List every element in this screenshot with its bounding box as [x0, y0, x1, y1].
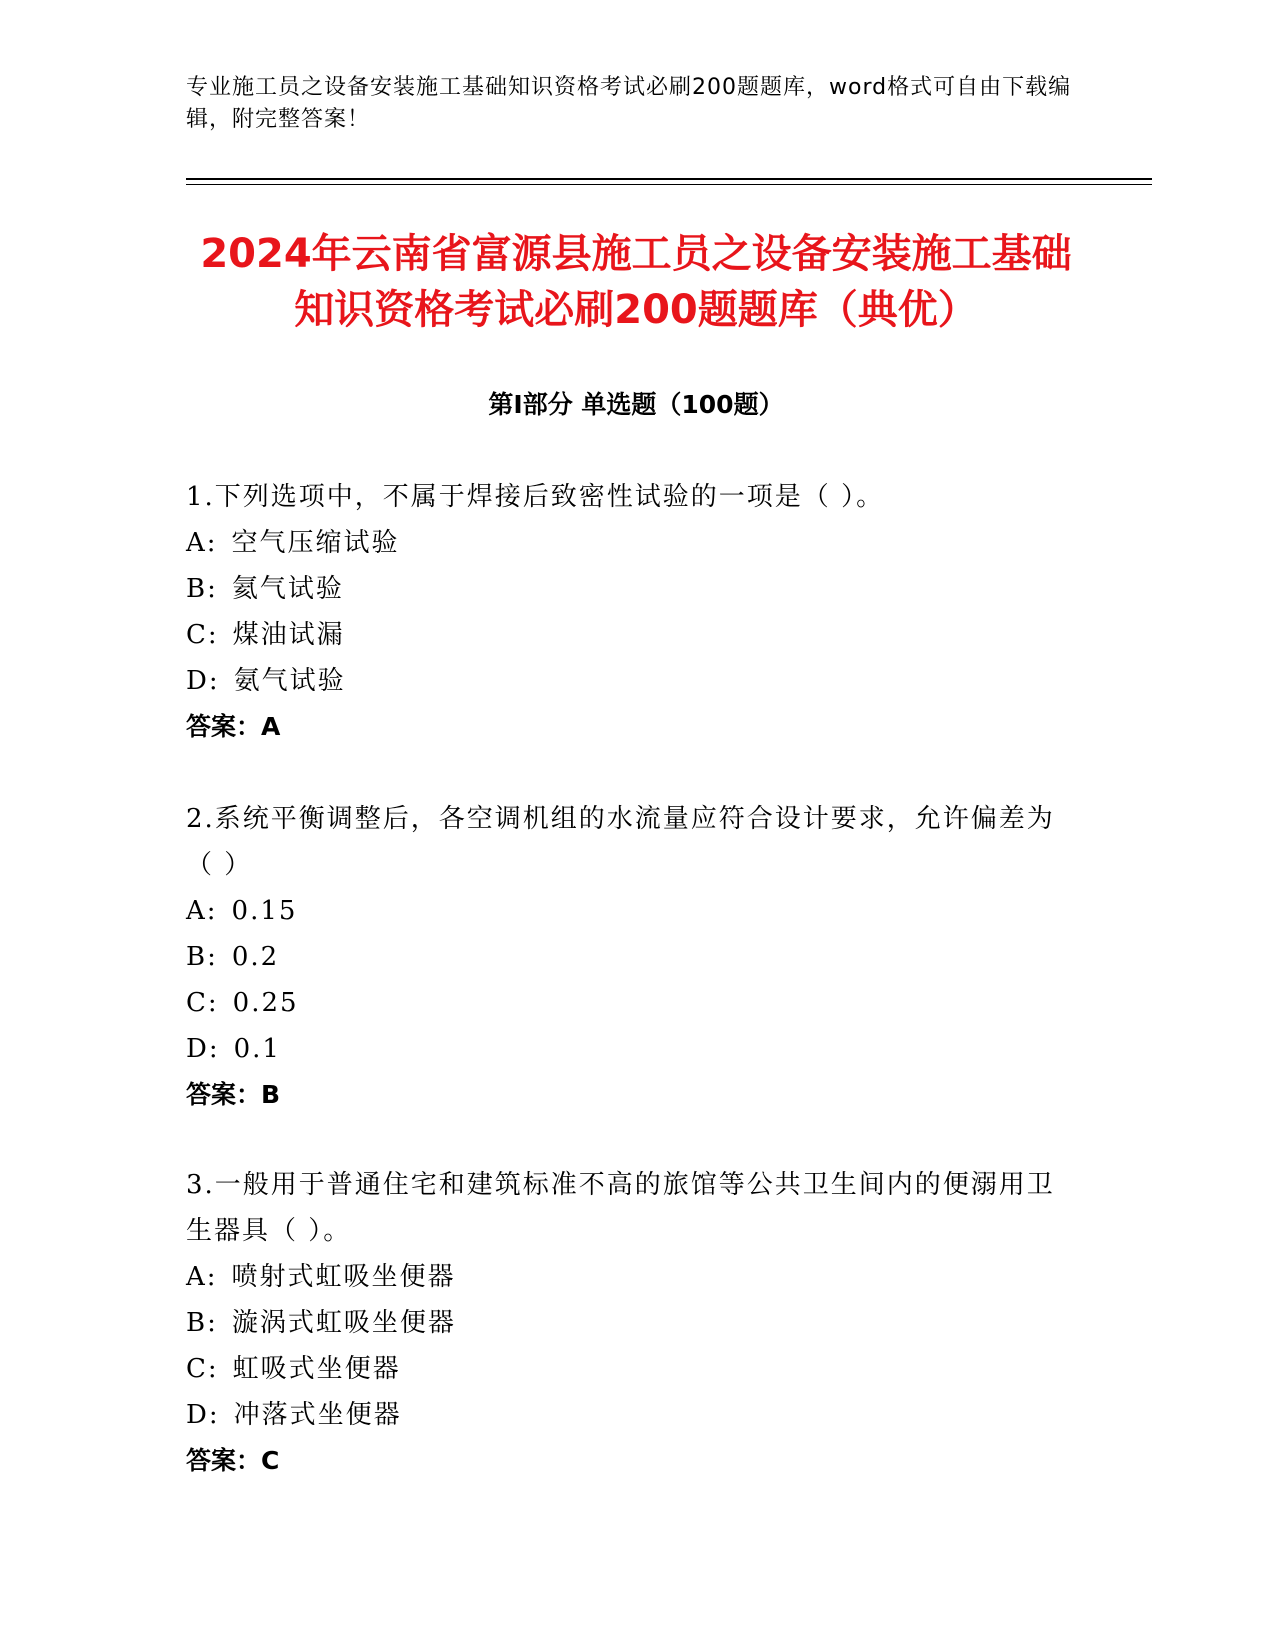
- option-b: [186, 566, 1066, 612]
- option-text: 0.2: [231, 942, 280, 972]
- option-b: [186, 1300, 1066, 1346]
- option-letter: B:: [186, 574, 218, 604]
- question-stem: 3.一般用于普通住宅和建筑标准不高的旅馆等公共卫生间内的便溺用卫生器具（ ）。: [186, 1170, 1055, 1246]
- option-a: [186, 520, 1066, 566]
- option-d: [186, 658, 1066, 704]
- question-2: [186, 796, 1066, 1118]
- answer-line: 答案：C: [186, 1446, 280, 1475]
- option-letter: D:: [186, 1400, 220, 1430]
- option-text: 漩涡式虹吸坐便器: [231, 1308, 456, 1338]
- answer-line: 答案：B: [186, 1080, 281, 1109]
- option-text: 喷射式虹吸坐便器: [231, 1262, 456, 1292]
- question-1: [186, 474, 1066, 750]
- option-text: 氦气试验: [231, 574, 344, 604]
- option-letter: D:: [186, 666, 220, 696]
- option-letter: B:: [186, 942, 218, 972]
- option-text: 0.1: [233, 1034, 281, 1064]
- option-text: 氨气试验: [233, 666, 346, 696]
- option-text: 空气压缩试验: [231, 528, 400, 558]
- option-b: [186, 934, 1066, 980]
- option-letter: D:: [186, 1034, 220, 1064]
- option-c: [186, 980, 1066, 1026]
- option-letter: C:: [186, 988, 219, 1018]
- option-a: [186, 1254, 1066, 1300]
- option-letter: A:: [186, 896, 218, 926]
- section-heading: 第Ⅰ部分 单选题（100题）: [488, 390, 784, 419]
- option-letter: A:: [186, 528, 218, 558]
- header-divider-thin: [186, 184, 1152, 185]
- answer-line: 答案：A: [186, 712, 281, 741]
- option-text: 0.25: [232, 988, 299, 1018]
- question-stem: 1.下列选项中，不属于焊接后致密性试验的一项是（ ）。: [186, 482, 885, 512]
- option-letter: C:: [186, 1354, 219, 1384]
- option-letter: A:: [186, 1262, 218, 1292]
- option-text: 煤油试漏: [232, 620, 345, 650]
- option-a: [186, 888, 1066, 934]
- header-note: 专业施工员之设备安装施工基础知识资格考试必刷200题题库，word格式可自由下载编辑，附完整答案！: [186, 75, 1072, 132]
- option-letter: C:: [186, 620, 219, 650]
- option-d: [186, 1392, 1066, 1438]
- question-stem: 2.系统平衡调整后，各空调机组的水流量应符合设计要求，允许偏差为（ ）: [186, 804, 1055, 880]
- option-text: 冲落式坐便器: [233, 1400, 402, 1430]
- header-divider-thick: [186, 178, 1152, 180]
- option-c: [186, 612, 1066, 658]
- option-text: 0.15: [231, 896, 298, 926]
- question-3: [186, 1162, 1066, 1484]
- option-c: [186, 1346, 1066, 1392]
- option-text: 虹吸式坐便器: [232, 1354, 401, 1384]
- option-letter: B:: [186, 1308, 218, 1338]
- document-title: 2024年云南省富源县施工员之设备安装施工基础知识资格考试必刷200题题库（典优）: [200, 231, 1072, 333]
- option-d: [186, 1026, 1066, 1072]
